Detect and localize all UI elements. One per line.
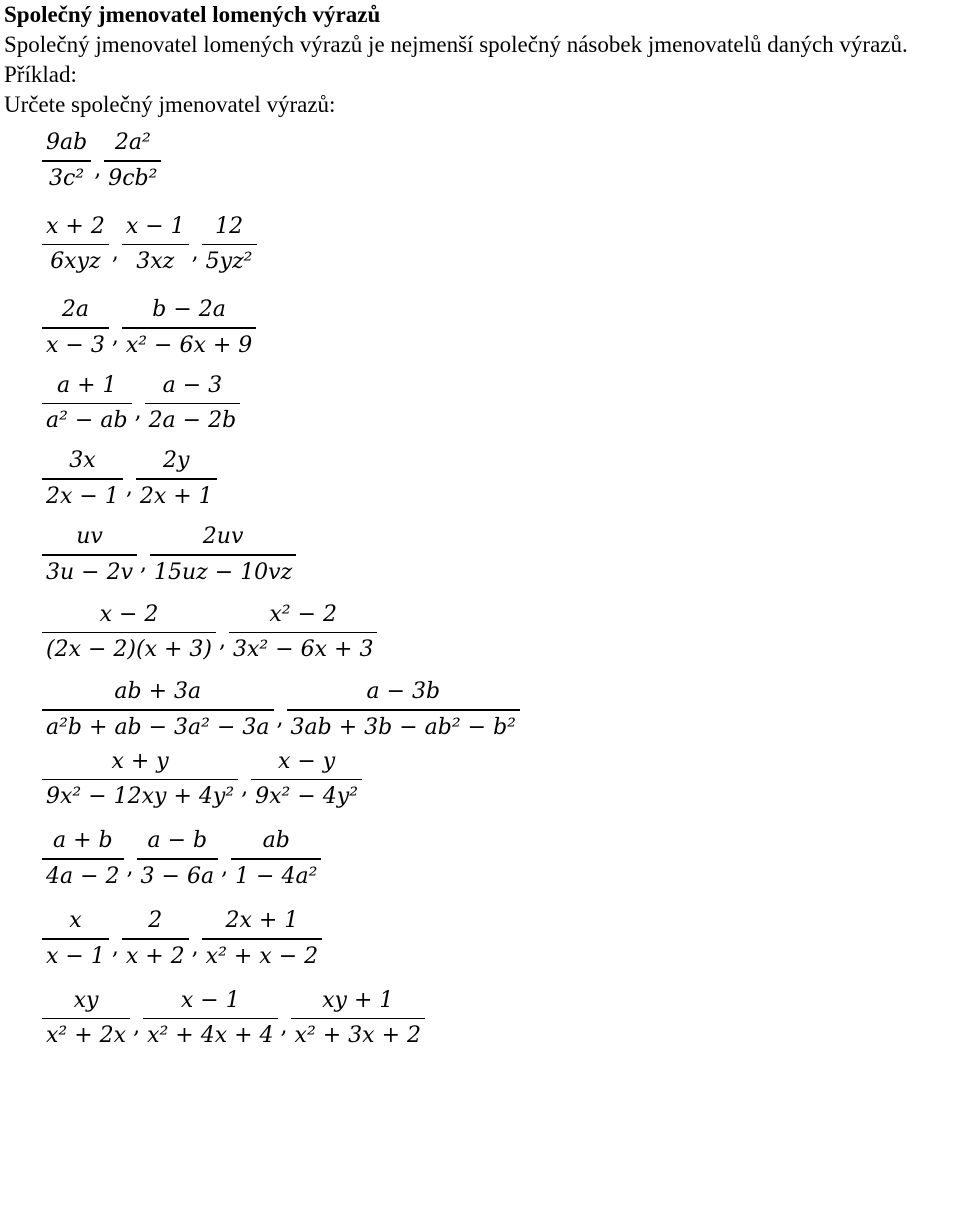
fraction — [285, 675, 522, 745]
comma-separator: , — [280, 1014, 288, 1040]
fraction — [40, 210, 111, 280]
fraction — [143, 369, 243, 439]
fraction-numerator: x − 1 — [180, 987, 240, 1013]
fraction-denominator: x − 1 — [46, 943, 105, 969]
fraction-denominator: 6xyz — [50, 249, 101, 275]
fraction-denominator: x² + 4x + 4 — [147, 1023, 274, 1049]
fraction-numerator: 2a — [61, 297, 89, 323]
comma-separator: , — [133, 1014, 141, 1040]
fraction-denominator: 9x² − 12xy + 4y² — [46, 784, 235, 810]
fraction-numerator: a − b — [147, 828, 208, 854]
fraction-numerator: b − 2a — [152, 297, 226, 323]
problem-row — [40, 904, 960, 974]
fraction — [134, 444, 219, 514]
fraction — [120, 293, 258, 363]
fraction-numerator: x − y — [277, 748, 336, 774]
fraction-denominator: a² − ab — [46, 408, 128, 434]
comma-separator: , — [111, 323, 119, 349]
fraction-numerator: a + b — [52, 828, 113, 854]
fraction-numerator: ab + 3a — [114, 679, 202, 705]
fraction — [120, 904, 191, 974]
fraction-denominator: 1 − 4a² — [235, 863, 318, 889]
fraction-denominator: 2x − 1 — [46, 483, 119, 509]
fraction — [148, 520, 298, 590]
comma-separator: , — [191, 240, 199, 266]
fraction-numerator: xy — [73, 987, 99, 1013]
comma-separator: , — [94, 156, 102, 182]
fraction — [40, 293, 111, 363]
fraction — [229, 824, 323, 894]
comma-separator: , — [191, 934, 199, 960]
comma-separator: , — [276, 705, 284, 731]
problem-row — [40, 598, 960, 668]
definition-text: Společný jmenovatel lomených výrazů je nejmenší společný násobek jmenovatelů daných výrazů. — [4, 32, 908, 57]
fraction-numerator: 2 — [148, 907, 163, 933]
comma-separator: , — [111, 934, 119, 960]
fraction — [135, 824, 221, 894]
fraction — [40, 520, 139, 590]
problem-list — [4, 126, 960, 1053]
comma-separator: , — [241, 775, 249, 801]
fraction-numerator: 3x — [69, 448, 96, 474]
fraction-numerator: a + 1 — [57, 372, 117, 398]
fraction-denominator: 2a − 2b — [148, 408, 237, 434]
fraction — [102, 126, 163, 196]
fraction-denominator: x² − 6x + 9 — [125, 332, 253, 358]
problem-row — [40, 210, 960, 280]
page-title: Společný jmenovatel lomených výrazů — [4, 2, 381, 27]
fraction-numerator: x + y — [111, 748, 169, 774]
comma-separator: , — [140, 550, 148, 576]
fraction — [289, 984, 427, 1054]
fraction-denominator: 3xz — [136, 249, 175, 275]
fraction — [141, 984, 279, 1054]
fraction-denominator: x − 3 — [46, 332, 105, 358]
fraction-numerator: x − 1 — [125, 213, 185, 239]
fraction-denominator: 9cb² — [108, 165, 158, 191]
comma-separator: , — [125, 474, 133, 500]
comma-separator: , — [126, 854, 134, 880]
fraction — [40, 824, 126, 894]
fraction — [40, 745, 240, 815]
fraction-denominator: 3x² − 6x + 3 — [232, 637, 374, 663]
fraction — [40, 126, 93, 196]
problem-row — [40, 984, 960, 1054]
fraction-denominator: 5yz² — [205, 249, 253, 275]
fraction-numerator: 2uv — [202, 523, 244, 549]
fraction-denominator: x² + x − 2 — [205, 943, 319, 969]
fraction-numerator: 12 — [215, 213, 244, 239]
comma-separator: , — [221, 854, 229, 880]
problem-row — [40, 126, 960, 196]
fraction-denominator: 3ab + 3b − ab² − b² — [290, 714, 516, 740]
problem-row — [40, 444, 960, 514]
fraction-denominator: 15uz − 10vz — [154, 559, 293, 585]
fraction-numerator: ab — [262, 828, 290, 854]
fraction-denominator: 3c² — [49, 165, 85, 191]
fraction — [40, 598, 218, 668]
fraction-denominator: 9x² − 4y² — [255, 784, 359, 810]
comma-separator: , — [111, 240, 119, 266]
fraction-numerator: a − 3b — [366, 679, 441, 705]
fraction-denominator: 3 − 6a — [140, 863, 215, 889]
fraction-denominator: x² + 3x + 2 — [294, 1023, 421, 1049]
task-text: Určete společný jmenovatel výrazů: — [4, 92, 336, 117]
fraction — [40, 675, 276, 745]
fraction-numerator: 2a² — [114, 130, 151, 155]
problem-row — [40, 824, 960, 894]
fraction-numerator: uv — [76, 523, 103, 549]
fraction — [249, 745, 364, 815]
fraction-denominator: x + 2 — [125, 943, 185, 969]
comma-separator: , — [218, 628, 226, 654]
fraction-numerator: 2x + 1 — [225, 907, 299, 933]
fraction — [40, 984, 132, 1054]
example-label: Příklad: — [4, 62, 77, 87]
fraction-denominator: a²b + ab − 3a² − 3a — [46, 714, 270, 740]
fraction-denominator: (2x − 2)(x + 3) — [46, 637, 212, 663]
fraction-numerator: x — [69, 907, 82, 933]
fraction-numerator: xy + 1 — [322, 987, 394, 1013]
fraction-denominator: 2x + 1 — [139, 483, 213, 509]
fraction — [40, 444, 125, 514]
comma-separator: , — [134, 399, 142, 425]
fraction — [200, 904, 324, 974]
fraction-numerator: x − 2 — [99, 601, 159, 627]
fraction-numerator: a − 3 — [162, 372, 223, 398]
problem-row — [40, 520, 960, 590]
fraction — [227, 598, 379, 668]
problem-row — [40, 369, 960, 439]
fraction-denominator: 3u − 2v — [46, 559, 134, 585]
problem-row — [40, 293, 960, 363]
fraction-denominator: x² + 2x — [46, 1023, 127, 1049]
problem-row — [40, 675, 960, 745]
fraction-numerator: 2y — [163, 448, 190, 474]
fraction — [40, 369, 134, 439]
fraction — [40, 904, 111, 974]
fraction-numerator: x + 2 — [46, 213, 105, 239]
fraction — [120, 210, 191, 280]
fraction-denominator: 4a − 2 — [46, 863, 120, 889]
fraction-numerator: x² − 2 — [269, 601, 338, 627]
fraction-numerator: 9ab — [46, 130, 88, 155]
problem-row — [40, 745, 960, 815]
fraction — [200, 210, 259, 280]
